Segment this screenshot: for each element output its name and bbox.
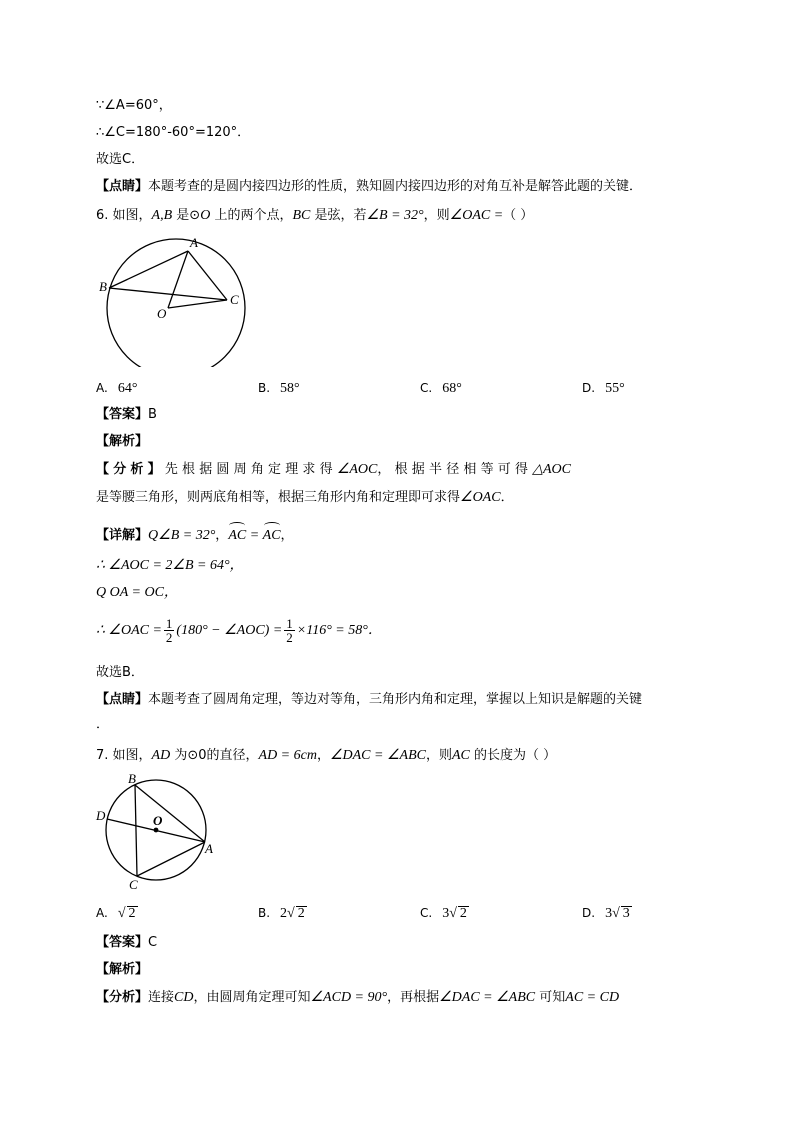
q6-radius-oc [168, 300, 227, 308]
q6-fenxi-line2: 是等腰三角形，则两底角相等，根据三角形内角和定理即可求得∠OAC． [96, 490, 514, 505]
q6-text4: ，则 [423, 208, 450, 223]
q7-chord-bc [135, 785, 137, 876]
q7-option-d: D. 3√ 3 [582, 906, 630, 921]
q7-stem: 7. 如图，AD 为⊙0的直径，AD = 6cm，∠DAC = ∠ABC，则AC 的长度为（ ） [96, 748, 557, 763]
q7-label-b: B [128, 771, 136, 786]
q7-option-b: B. 2√ 2 [258, 906, 305, 921]
q6-number: 6. 如图， [96, 208, 152, 223]
q6-detail-line: 【详解】Q∠B = 32°，AC = AC， [96, 522, 294, 545]
q6-label-b: B [99, 279, 107, 294]
q6-choose: 故选B． [96, 665, 144, 680]
dianjing-text: 本题考查的是圆内接四边形的性质，熟知圆内接四边形的对角互补是解答此题的关键． [148, 179, 643, 194]
q6-dianjing-dot: ． [96, 717, 110, 732]
q6-step2: Q OA = OC， [96, 585, 178, 600]
q6-answer: 【答案】B [96, 407, 157, 422]
q6-text3: 是弦，若 [310, 208, 367, 223]
q6-step3: ∴ ∠OAC = $\frac{1}{2}$ (180° − ∠AOC) = $\frac{1}{2}$ ×116° = 58°． [96, 616, 382, 645]
line-given-angle: ∵∠A=60°， [96, 98, 172, 113]
q6-math-oac: ∠OAC = [449, 208, 504, 223]
q6-text2: 上的两个点， [210, 208, 293, 223]
q6-option-b: B. 58° [258, 381, 300, 396]
q6-math-o: O [200, 208, 211, 223]
q6-fenxi-line1: 【分析】先根据圆周角定理求得∠AOC，根据半径相等可得△AOC [96, 462, 571, 477]
q6-dianjing: 【点睛】本题考查了圆周角定理，等边对等角，三角形内角和定理，掌握以上知识是解题的关键 [96, 692, 643, 707]
q6-option-a: A. 64° [96, 381, 138, 396]
line-angle-c: ∴∠C=180°-60°=120°． [96, 125, 251, 140]
q6-label-a: A [190, 235, 198, 250]
q7-option-a: A. √ 2 [96, 906, 136, 921]
q6-option-c: C. 68° [420, 381, 462, 396]
q7-label-o: O [153, 813, 163, 828]
q6-chord-ac [188, 251, 227, 300]
q6-math-ab: A,B [151, 208, 173, 223]
q6-math-b: ∠B = 32° [366, 208, 424, 223]
q6-label-o: O [157, 306, 167, 321]
q6-figure [96, 232, 256, 367]
q6-step1: ∴ ∠AOC = 2∠B = 64°， [96, 558, 244, 573]
q7-label-a: A [205, 841, 213, 856]
q6-math-bc: BC [292, 208, 311, 223]
q6-chord-bc [109, 288, 227, 300]
q7-fenxi: 【分析】连接CD，由圆周角定理可知∠ACD = 90°，再根据∠DAC = ∠ABC 可知AC = CD [96, 990, 620, 1005]
q7-chord-ca [137, 842, 205, 876]
frac-half-1: $\frac{1}{2}$ [165, 616, 173, 645]
q7-option-c: C. 3√ 2 [420, 906, 467, 921]
q6-analysis-tag: 【解析】 [96, 434, 149, 449]
q6-text1: 是⊙ [172, 208, 201, 223]
q6-text5: （ ） [503, 208, 534, 223]
q6-stem [96, 207, 533, 225]
line-dianjing-5 [96, 178, 642, 196]
tag-dianjing: 【点睛】 [96, 179, 149, 194]
q6-chord-ba [109, 251, 188, 288]
q7-label-d: D [96, 808, 106, 823]
q7-label-c: C [129, 877, 138, 892]
q7-analysis-tag: 【解析】 [96, 962, 149, 977]
frac-half-2: $\frac{1}{2}$ [286, 616, 293, 645]
q7-center-dot [154, 828, 159, 833]
q6-label-c: C [230, 292, 239, 307]
q6-option-d: D. 55° [582, 381, 625, 396]
q7-figure [94, 770, 224, 892]
q7-answer: 【答案】C [96, 935, 158, 950]
line-choose-c: 故选C． [96, 152, 145, 167]
q6-circle [107, 239, 245, 367]
